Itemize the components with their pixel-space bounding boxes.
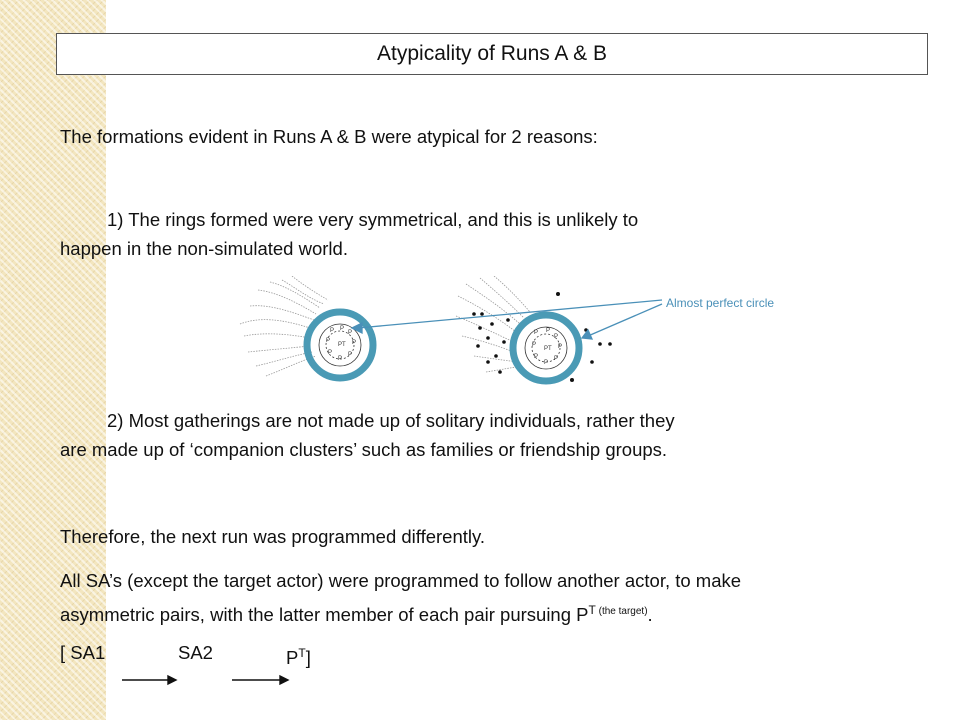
programming-line-2-end: .: [647, 604, 653, 626]
svg-text:P: P: [554, 334, 559, 340]
svg-text:P: P: [338, 356, 343, 362]
svg-text:P: P: [544, 360, 549, 366]
intro-text: The formations evident in Runs A & B were atypical for 2 reasons:: [60, 126, 598, 147]
svg-text:P: P: [534, 354, 539, 360]
programming-line-2-text: asymmetric pairs, with the latter member of each pair pursuing P: [60, 604, 589, 626]
sequence-target: [286, 640, 311, 671]
svg-text:P: P: [532, 342, 537, 348]
reason-1-line-2: happen in the non-simulated world.: [60, 238, 348, 259]
title-box: [56, 33, 928, 75]
svg-text:PT: PT: [544, 346, 552, 352]
therefore-text: Therefore, the next run was programmed differently.: [60, 526, 486, 547]
svg-text:P: P: [534, 330, 539, 336]
svg-text:P: P: [326, 338, 331, 344]
reason-2-line-2: are made up of ‘companion clusters’ such as families or friendship groups.: [60, 439, 668, 460]
page-title: Atypicality of Runs A & B: [377, 42, 607, 65]
superscript-t: T: [588, 603, 596, 617]
sequence-p: P: [286, 647, 299, 669]
svg-text:P: P: [340, 326, 345, 332]
svg-text:P: P: [558, 344, 563, 350]
svg-text:P: P: [330, 328, 335, 334]
run-b-diagram: [456, 276, 612, 382]
svg-text:P: P: [546, 328, 551, 334]
programming-line-2: [60, 597, 653, 628]
svg-text:PT: PT: [338, 342, 346, 348]
svg-text:P: P: [352, 340, 357, 346]
reason-2-line-1: 2) Most gatherings are not made up of solitary individuals, rather they: [107, 410, 675, 431]
svg-text:P: P: [348, 352, 353, 358]
svg-text:P: P: [328, 350, 333, 356]
almost-perfect-circle-label: Almost perfect circle: [666, 296, 775, 310]
sequence-superscript-t: T: [298, 646, 306, 660]
svg-text:P: P: [348, 330, 353, 336]
sequence-sa2: SA2: [178, 642, 213, 663]
sequence-arrows: [118, 672, 298, 688]
superscript-the-target: (the target): [595, 606, 648, 617]
svg-text:P: P: [554, 356, 559, 362]
sequence-open: [ SA1: [60, 642, 106, 663]
sequence-close: ]: [305, 647, 311, 669]
ring-formation-figure: [230, 276, 670, 386]
programming-line-1: All SA’s (except the target actor) were programmed to follow another actor, to make: [60, 570, 742, 591]
reason-1-line-1: 1) The rings formed were very symmetrical, and this is unlikely to: [107, 209, 639, 230]
